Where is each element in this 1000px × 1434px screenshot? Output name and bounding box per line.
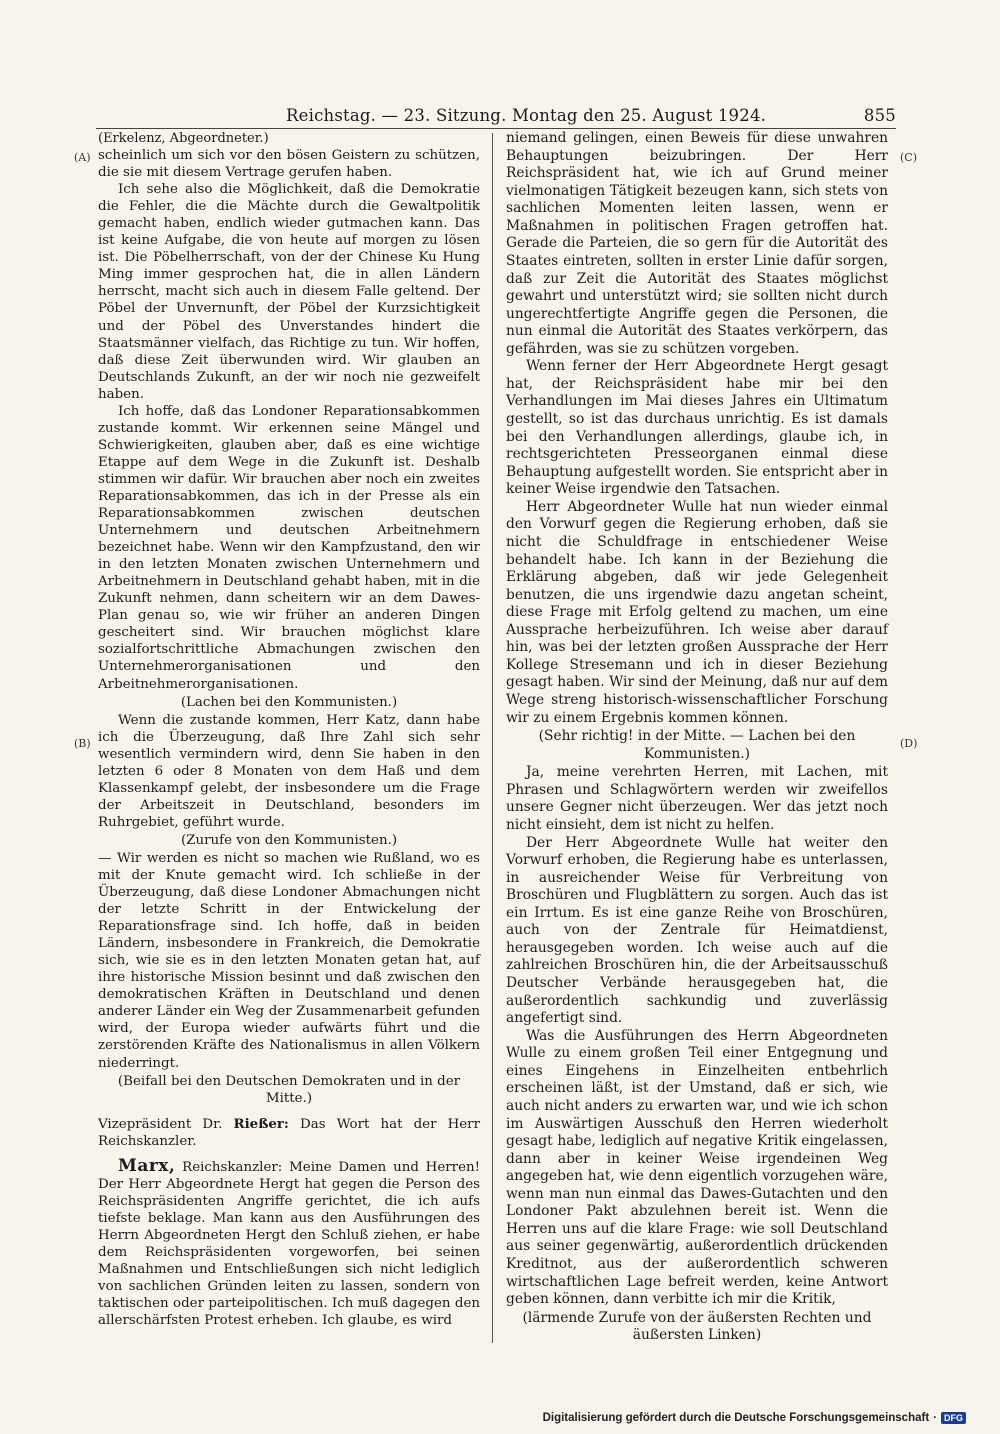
page-number: 855 (863, 106, 896, 125)
left-column (98, 130, 480, 1329)
paragraph: niemand gelingen, einen Beweis für diese unwahren Behauptungen beizubringen. Der Herr Reichspräsident hat, wie ich auf Grund meiner vielmonatigen Tätigkeit bezeugen kann, sich stets von sachlichen Momenten leiten lassen, wenn er Maßnahmen in politischen Fragen getroffen hat. Gerade die Parteien, die so gern für die Autorität des Staates eintreten, sollten in erster Linie dafür sorgen, daß zur Zeit die Autorität des Staates möglichst gewahrt und unterstützt wird; sie sollten nicht durch ungerechtfertigte Angriffe gegen die Personen, die nun einmal die Autorität des Staates verkörpern, das gefährden, was sie zu schützen vorgeben. (506, 130, 888, 357)
margin-marker-a: (A) (74, 151, 91, 164)
margin-marker-b: (B) (74, 737, 91, 750)
right-column (506, 130, 888, 1346)
speaker-name: Marx, (118, 1155, 176, 1176)
paragraph: Ich sehe also die Möglichkeit, daß die Demokratie die Fehler, die die Mächte durch die Gewaltpolitik gemacht haben, endlich wieder gutmachen kann. Das ist keine Aufgabe, die von heute auf morgen zu lösen ist. Die Pöbelherrschaft, von der der Chinese Ku Hung Ming immer gesprochen hat, die in allen Ländern herrscht, macht sich auch in diesem Falle geltend. Der Pöbel der Unvernunft, der Pöbel der Kurzsichtigkeit und der Pöbel des Unverstandes hindert die Staatsmänner vielfach, das Richtige zu tun. Wir hoffen, daß diese Zeit überwunden wird. Wir glauben an Deutschlands Zukunft, an der wir noch nie gezweifelt haben. (98, 182, 480, 402)
speech-text: Reichskanzler: Meine Damen und Herren! Der Herr Abgeordnete Hergt hat gegen die Person des Reichspräsidenten Angriffe gerichtet, die ich aufs tiefste beklage. Man kann aus den Ausführungen des Herrn Abgeordneten Hergt den Schluß ziehen, er habe dem Reichspräsidenten vorgeworfen, bei seinen Maßnahmen und Entschließungen sich nicht lediglich von sachlichen Gründen leiten zu lassen, sondern von taktischen oder parteipolitischen. Ich muß dagegen den allerschärfsten Protest erheben. Ich glaube, es wird (98, 1159, 480, 1329)
credit-text: Digitalisierung gefördert durch die Deutsche Forschungsgemeinschaft (542, 1412, 930, 1424)
margin-marker-d: (D) (900, 737, 918, 750)
speaker-tag: (Erkelenz, Abgeordneter.) (98, 131, 269, 146)
paragraph: Ich hoffe, daß das Londoner Reparationsabkommen zustande kommt. Wir erkennen seine Mängel und Schwierigkeiten, glauben aber, daß es eine wichtige Etappe auf dem Wege in die Zukunft ist. Deshalb stimmen wir dafür. Wir brauchen aber noch ein zweites Reparationsabkommen, das ich in der Presse als ein Reparationsabkommen zwischen deutschen Unternehmern und deutschen Arbeitnehmern bezeichnet habe. Wenn wir den Kampfzustand, den wir in den letzten Monaten zwischen Unternehmern und Arbeitnehmern in Deutschland gehabt haben, mit in die Zukunft nehmen, dann scheitern wir an dem Dawes-Plan genau so, wie wir früher an anderen Dingen gescheitert sind. Wir brauchen möglichst klare sozialfortschrittliche Abmachungen zwischen den Unternehmerorganisationen und den Arbeitnehmerorganisationen. (98, 403, 480, 692)
page-title: Reichstag. — 23. Sitzung. Montag den 25. August 1924. (286, 106, 767, 125)
statement-text: Das Wort hat der Herr Reichskanzler. (98, 1116, 480, 1149)
margin-marker-c: (C) (900, 151, 917, 164)
paragraph: Ja, meine verehrten Herren, mit Lachen, mit Phrasen und Schlagwörtern werden wir zweifellos unsere Gegner nicht überzeugen. Wer das jetzt noch nicht einsieht, dem ist nicht zu helfen. (506, 764, 888, 833)
header-rule (96, 128, 896, 129)
paragraph: Was die Ausführungen des Herrn Abgeordneten Wulle zu einem großen Teil einer Entgegnung und eines Eingehens in Einzelheiten entbehrlich erscheinen läßt, ist der Umstand, daß er sich, wie auch nicht anders zu erwarten war, und wie ich schon im Auswärtigen Ausschuß den Herren wiederholt gesagt habe, lediglich auf negative Kritik eingelassen, dann aber in keiner Weise irgendeinen Weg angegeben hat, wie denn eigentlich vorzugehen wäre, wenn man nun einmal das Dawes-Gutachten und den Londoner Pakt abzulehnen bereit ist. Wenn die Herren uns auf die klare Frage: wie soll Deutschland aus seiner gegenwärtig, außerordentlich drückenden Kreditnot, aus der außerordentlich schweren wirtschaftlichen Lage befreit werden, keine Antwort geben können, dann verbitte ich mir die Kritik, (506, 1027, 888, 1308)
interjection: (Sehr richtig! in der Mitte. — Lachen bei den Kommunisten.) (538, 728, 856, 762)
vice-president-statement (98, 1116, 480, 1150)
paragraph: scheinlich um sich vor den bösen Geistern zu schützen, die sie mit diesem Vertrage gerufen haben. (98, 148, 480, 181)
dfg-logo: DFG (941, 1412, 966, 1424)
column-divider (492, 133, 493, 1343)
paragraph: Der Herr Abgeordnete Wulle hat weiter den Vorwurf erhoben, die Regierung habe es unterlassen, in ausreichender Weise für Verbreitung von Broschüren und Flugblättern zu sorgen. Auch das ist ein Irrtum. Es ist eine ganze Reihe von Broschüren, auch von der Zentrale für Heimatdienst, herausgegeben worden. Ich weise auch auf die zahlreichen Broschüren hin, die der Arbeitsausschuß Deutscher Verbände herausgegeben hat, die außerordentlich sachkundig und zuverlässig angefertigt sind. (506, 834, 888, 1027)
paragraph: Wenn ferner der Herr Abgeordnete Hergt gesagt hat, der Reichspräsident habe mir bei den Verhandlungen im Mai dieses Jahres ein Ultimatum gestellt, so ist das durchaus unrichtig. Es ist damals bei den Verhandlungen allerdings, glaube ich, in rechtsgerichteten Presseorganen einmal diese Behauptung aufgestellt worden. Sie entspricht aber in keiner Weise irgendwie den Tatsachen. (506, 358, 888, 498)
interjection: (Zurufe von den Kommunisten.) (180, 832, 398, 848)
digitization-credit (543, 1412, 966, 1424)
speaker-role: Vizepräsident Dr. (98, 1116, 223, 1132)
interjection: (Beifall bei den Deutschen Demokraten und in der Mitte.) (117, 1073, 461, 1106)
chancellor-speech (98, 1155, 480, 1329)
interjection: (lärmende Zurufe von der äußersten Rechten und äußersten Linken) (522, 1309, 872, 1344)
interjection: (Lachen bei den Kommunisten.) (180, 694, 398, 710)
speaker-name: Rießer: (233, 1115, 289, 1132)
paragraph: — Wir werden es nicht so machen wie Rußland, wo es mit der Knute gemacht wird. Ich schließe in der Überzeugung, daß diese Londoner Abmachungen nicht der letzte Schritt in der Entwickelung der Reparationsfrage sind. Ich hoffe, daß in beiden Ländern, insbesondere in Frankreich, die Demokratie sich, wie sie es in den letzten Monaten getan hat, auf ihre historische Mission besinnt und daß zwischen den demokratischen Kräften in Deutschland und denen anderer Länder ein Weg der Zusammenarbeit gefunden wird, der Europa wieder aufwärts führt und die zerstörenden Kräfte des Nationalismus in allen Völkern niederringt. (98, 850, 480, 1071)
page-header (96, 106, 896, 128)
separator-dot: · (933, 1412, 937, 1424)
paragraph: Wenn die zustande kommen, Herr Katz, dann habe ich die Überzeugung, daß Ihre Zahl sich sehr wesentlich vermindern wird, denn Sie haben in den letzten 6 oder 8 Monaten von dem Haß und dem Klassenkampf gelebt, der insbesondere um die Frage der Arbeitszeit in Deutschland, besonders im Ruhrgebiet, geführt wurde. (98, 712, 480, 830)
paragraph: Herr Abgeordneter Wulle hat nun wieder einmal den Vorwurf gegen die Regierung erhoben, daß sie nicht die Schuldfrage in entschiedener Weise behandelt habe. Ich kann in der Beziehung die Erklärung abgeben, daß wir jede Gelegenheit benutzen, die uns irgendwie dazu angetan scheint, diese Frage mit Erfolg geltend zu machen, um eine Aussprache herbeizuführen. Ich weise aber darauf hin, was bei der letzten großen Aussprache der Herr Kollege Stresemann und ich in dieser Beziehung gesagt haben. Wir sind der Meinung, daß nur auf dem Wege streng historisch-wissenschaftlicher Forschung wir zu einem Ergebnis kommen können. (506, 498, 888, 726)
